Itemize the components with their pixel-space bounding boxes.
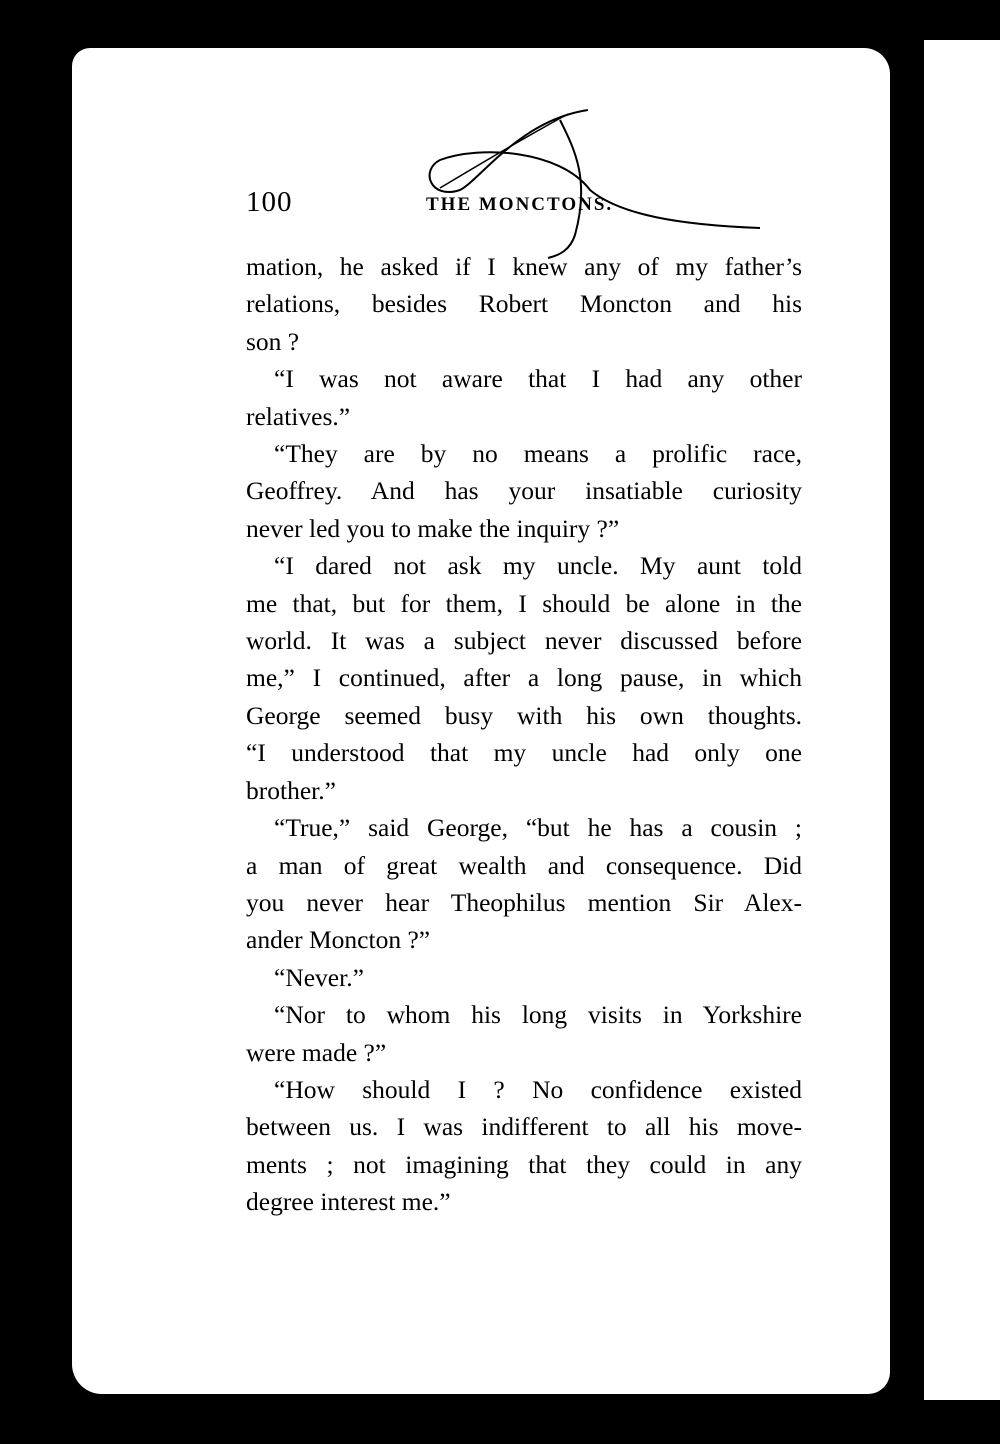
text-line: “Nor to whom his long visits in Yorkshire (274, 1000, 802, 1030)
text-line: ander Moncton ?” (246, 925, 431, 955)
text-line: “How should I ? No confidence existed (274, 1074, 802, 1104)
text-line: a man of great wealth and consequence. Did (246, 850, 802, 880)
running-head: THE MONCTONS. (426, 194, 614, 215)
text-line: “I dared not ask my uncle. My aunt told (274, 551, 802, 581)
text-line: you never hear Theophilus mention Sir Alex- (246, 887, 802, 917)
text-line: relatives.” (246, 401, 351, 431)
text-line: me that, but for them, I should be alone in the (246, 588, 802, 618)
page-header (246, 186, 820, 226)
text-line: me,” I continued, after a long pause, in which (246, 663, 802, 693)
text-line: ments ; not imagining that they could in any (246, 1149, 802, 1179)
body-text (246, 248, 802, 1221)
text-line: son ? (246, 326, 300, 356)
text-line: Geoffrey. And has your insatiable curiosity (246, 476, 802, 506)
text-line: “True,” said George, “but he has a cousin ; (274, 813, 802, 843)
text-line: “I understood that my uncle had only one (246, 738, 802, 768)
text-line: mation, he asked if I knew any of my father’s (246, 252, 802, 281)
text-line: “They are by no means a prolific race, (274, 439, 802, 469)
text-line: brother.” (246, 775, 336, 805)
page-number: 100 (246, 186, 293, 218)
text-line: never led you to make the inquiry ?” (246, 513, 620, 543)
text-line: relations, besides Robert Moncton and his (246, 289, 802, 319)
text-line: degree interest me.” (246, 1187, 451, 1217)
adjacent-page-edge (918, 40, 1000, 1400)
text-line: “Never.” (274, 962, 364, 992)
text-line: world. It was a subject never discussed before (246, 626, 802, 656)
text-line: “I was not aware that I had any other (274, 364, 802, 394)
text-line: George seemed busy with his own thoughts. (246, 700, 802, 730)
text-line: between us. I was indifferent to all his move- (246, 1112, 802, 1142)
text-line: were made ?” (246, 1037, 387, 1067)
